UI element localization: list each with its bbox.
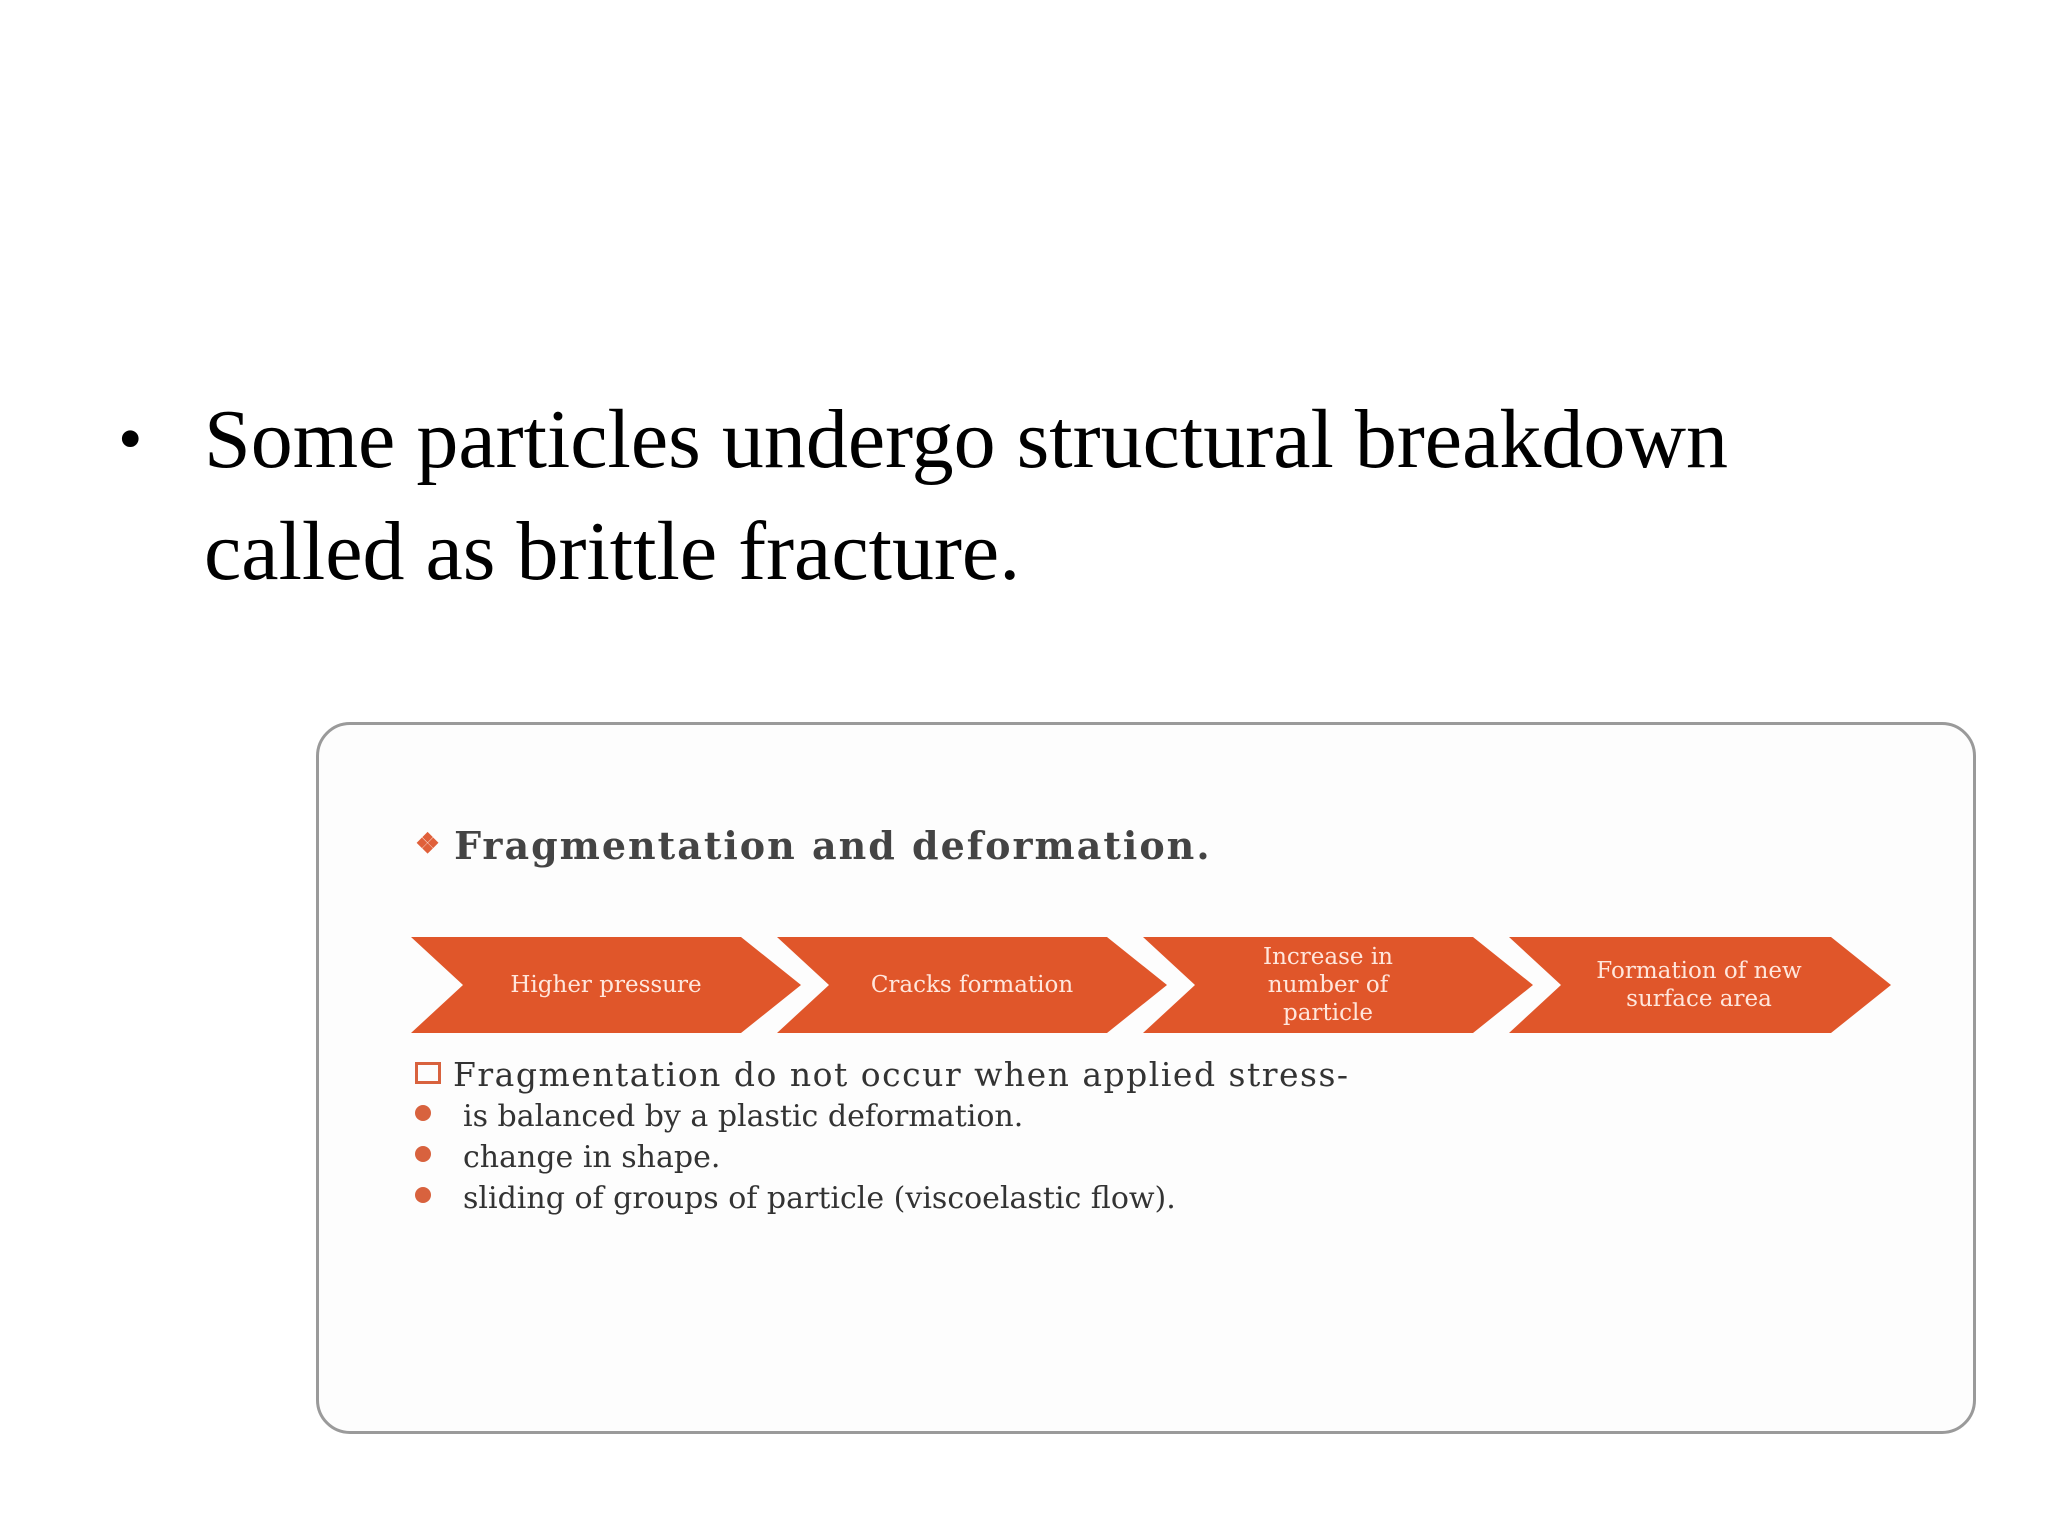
round-bullet-icon (415, 1187, 431, 1203)
figure-title-text: Fragmentation and deformation. (454, 823, 1212, 868)
hollow-square-bullet-icon (415, 1062, 441, 1084)
note-heading-text: Fragmentation do not occur when applied stress- (453, 1055, 1350, 1094)
note-item-text: sliding of groups of particle (viscoelastic flow). (463, 1181, 1176, 1216)
process-flow (411, 937, 1891, 1033)
bullet-text: Some particles undergo structural breakdown called as brittle fracture. (204, 393, 1729, 598)
note-item (415, 1181, 1176, 1216)
flow-step-label: Cracks formation (870, 972, 1074, 998)
note-item (415, 1140, 720, 1175)
note-item (415, 1099, 1023, 1134)
figure-image-frame (316, 722, 1976, 1434)
flow-step-label: Formation of new surface area (1596, 958, 1802, 1012)
note-item-text: change in shape. (463, 1140, 721, 1175)
note-heading (415, 1055, 1350, 1094)
flow-step-label: Increase in number of particle (1263, 944, 1393, 1026)
note-item-text: is balanced by a plastic deformation. (463, 1099, 1024, 1134)
flow-step-label: Higher pressure (510, 972, 702, 998)
diamond-dots-icon: ❖ (415, 827, 443, 860)
round-bullet-icon (415, 1105, 431, 1121)
bullet-dot-icon: • (118, 401, 143, 478)
round-bullet-icon (415, 1146, 431, 1162)
figure-title (415, 823, 1212, 868)
